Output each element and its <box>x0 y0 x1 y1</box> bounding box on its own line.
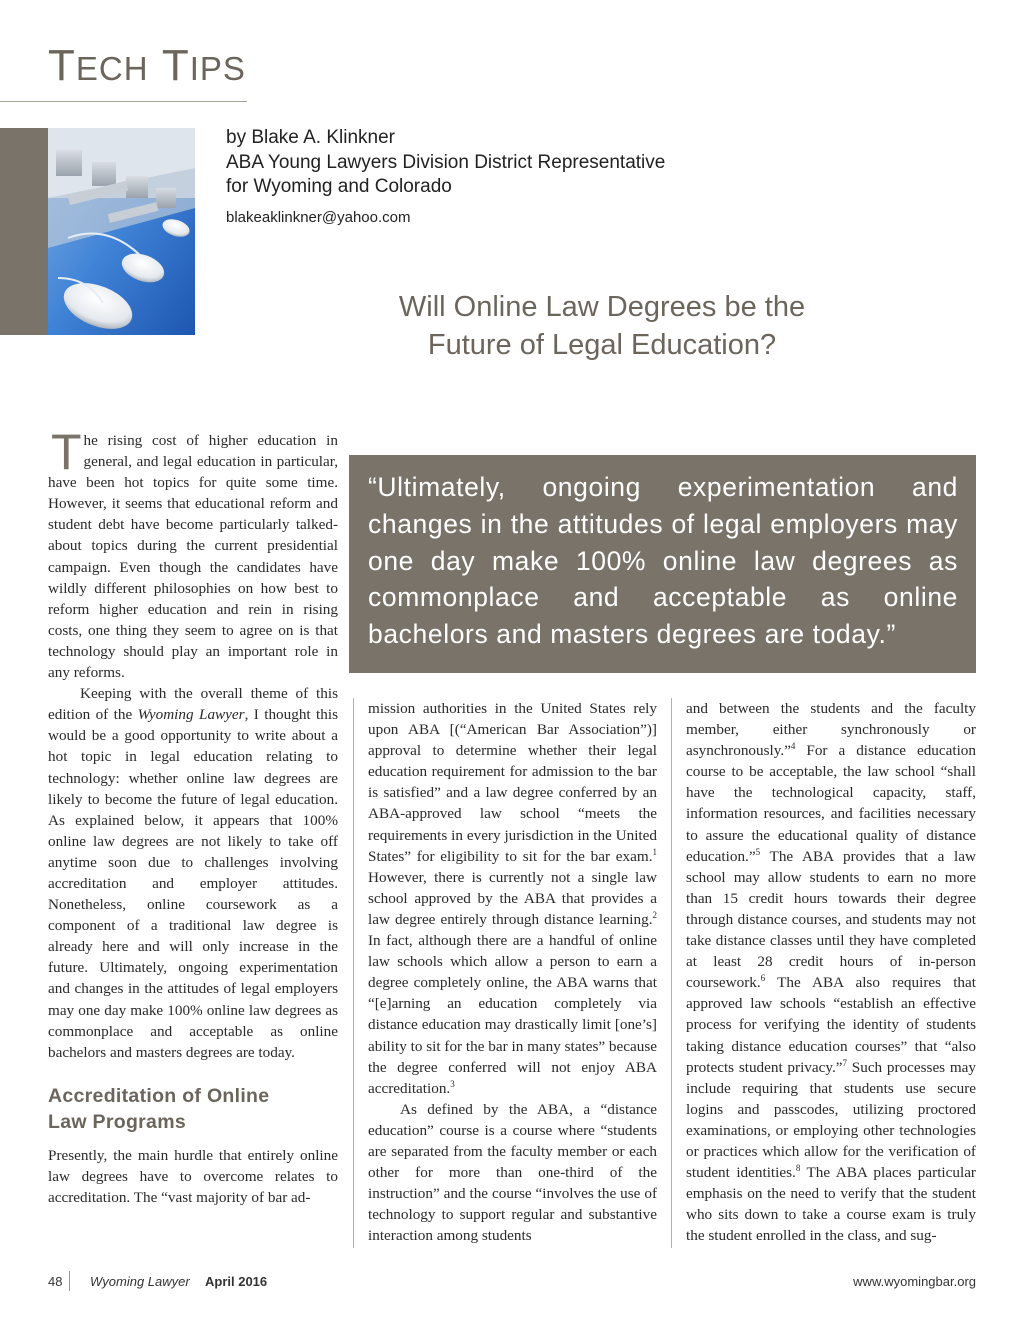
paragraph: Presently, the main hurdle that entirely online law degrees have to overcome relates to accreditation. The “vast majority of bar ad- <box>48 1146 338 1206</box>
author-role: ABA Young Lawyers Division District Representative <box>226 151 666 173</box>
publication-title: Wyoming Lawyer <box>90 1274 190 1289</box>
issue-date: April 2016 <box>205 1274 268 1289</box>
pull-quote: “Ultimately, ongoing experimentation and changes in the attitudes of legal employers may one day make 100% online law degrees as commonplace and acceptable as online bachelors and masters degrees are today.” <box>349 455 976 673</box>
title-divider <box>0 101 247 102</box>
section-title-initial: T <box>48 41 76 90</box>
page-number: 48 <box>48 1274 63 1289</box>
article-column-3 <box>686 698 976 1246</box>
computer-lab-photo <box>48 128 195 335</box>
paragraph: As defined by the ABA, a “distance education” course is a course where “students are separated from the faculty member or each other for more than one-third of the instruction” and the course “involves the use of technology to support regular and substantive interaction among students <box>368 1100 657 1245</box>
column-divider <box>671 698 672 1248</box>
page-footer <box>48 1274 976 1294</box>
section-subhead: Accreditation of Online Law Programs <box>48 1084 270 1133</box>
section-title-initial: T <box>161 41 190 90</box>
footnote-marker: 4 <box>790 741 796 752</box>
footnote-marker: 8 <box>795 1163 801 1173</box>
footnote-marker: 3 <box>450 1078 455 1089</box>
byline <box>226 126 665 230</box>
website-link[interactable]: www.wyomingbar.org <box>853 1274 976 1289</box>
paragraph: The rising cost of higher education in general, and legal education in particular, have been hot topics for quite some time. However, it seems that educational reform and student debt have become particularly talked-about topics during the current presidential campaign. Even though the candidates have wildly different philosophies on how best to reform higher education and rein in rising costs, one thing they seem to agree on is that technology should play an important role in any reforms. <box>48 424 338 682</box>
headline-line: Will Online Law Degrees be the <box>398 291 806 323</box>
footnote-marker: 1 <box>652 846 657 857</box>
article-headline <box>330 288 874 364</box>
footnote-marker: 6 <box>760 973 766 984</box>
footer-divider <box>69 1271 70 1291</box>
footnote-marker: 2 <box>652 909 657 920</box>
footnote-marker: 7 <box>842 1057 848 1068</box>
paragraph: and between the students and the faculty member, either synchronously or asynchronously.”$^4$ For a distance education course to be acceptable, the law school “shall have the technological capacity, staff, information resources, and facilities necessary to assure the educational quality of distance education.”$^5$ The ABA provides that a law school may allow students to earn no more than 15 credit hours towards their degree through distance courses, and students may not take distance classes until they have completed at least 28 credit hours of in-person coursework.$^6$ The ABA also requires that approved law schools “establish an effective process for verifying the identity of students taking distance education courses” that “also protects student privacy.”$^7$ Such processes may include requiring that students use secure logins and passcodes, utilizing proctored examinations, or employing other technologies or practices which allow for the verification of student identities.$^8$ The ABA places particular emphasis on the need to verify that the student who sits down to take a course exam is truly the student enrolled in the class, and sug- <box>686 700 976 1245</box>
author-region: for Wyoming and Colorado <box>226 176 452 197</box>
article-column-1 <box>48 424 338 1208</box>
author-name: by Blake A. Klinkner <box>226 127 395 148</box>
column-divider <box>353 698 354 1248</box>
drop-cap: T <box>51 424 82 480</box>
paragraph: Keeping with the overall theme of this edition of the Wyoming Lawyer, I thought this would be a good opportunity to write about a hot topic in legal education relating to technology: whether online law degrees are likely to become the future of legal education. As explained below, it appears that 100% online law degrees are not likely to take off anytime soon due to challenges involving accreditation and employer attitudes. Nonetheless, online coursework as a component of a traditional law degree is already here and will only increase in the future. Ultimately, ongoing experimentation and changes in the attitudes of legal employers may one day make 100% online law degrees as commonplace and acceptable as online bachelors and masters degrees are today. <box>48 685 338 1061</box>
headline-line: Future of Legal Education? <box>427 329 777 361</box>
footnote-marker: 5 <box>755 846 761 857</box>
section-title-rest: ECH <box>75 50 149 87</box>
paragraph: mission authorities in the United States rely upon ABA [(“American Bar Association”)] approval to determine whether their legal education requirement for admission to the bar is satisfied” and a law degree conferred by an ABA-approved law school “meets the requirements in every jurisdiction in the United States” for eligibility to sit for the bar exam.$^1$ However, there is currently not a single law school approved by the ABA that provides a law degree entirely through distance learning.$^2$ In fact, although there are a handful of online law schools which allow a person to earn a degree completely online, the ABA warns that “[e]arning an education completely via distance education may drastically limit [one’s] ability to sit for the bar in many states” because the degree conferred will not enjoy ABA accreditation.$^3$ <box>368 700 657 1097</box>
publication-name: Wyoming Lawyer <box>137 706 245 724</box>
article-column-2 <box>368 698 657 1246</box>
section-title-rest: IPS <box>189 50 246 87</box>
section-title <box>48 41 246 90</box>
accent-bar <box>0 128 48 335</box>
author-email[interactable]: blakeaklinkner@yahoo.com <box>226 208 411 226</box>
